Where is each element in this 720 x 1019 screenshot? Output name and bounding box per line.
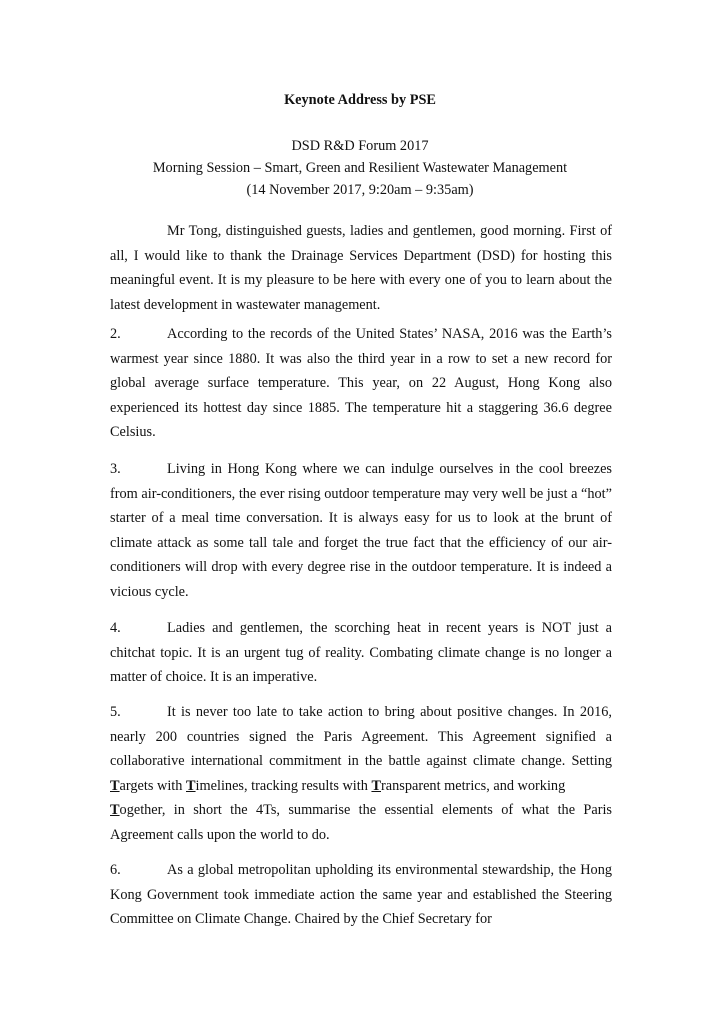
paragraph-1: Mr Tong, distinguished guests, ladies and gentlemen, good morning. First of all, I would like to thank the Drainage Services Department (DSD) for hosting this meaningful event. It is my pleasure to be here with every one of you to learn about the latest development in wastewater management. — [110, 223, 612, 313]
paragraph-text: Ladies and gentlemen, the scorching heat in recent years is NOT just a chitchat topic. It is an urgent tug of reality. Combating climate change is no longer a matter of choice. It is an imperative. — [110, 620, 612, 685]
emphasis-t: T — [110, 777, 120, 794]
session-datetime: (14 November 2017, 9:20am – 9:35am) — [246, 182, 474, 198]
paragraph-5 — [110, 700, 612, 847]
paragraph-text: As a global metropolitan upholding its environmental stewardship, the Hong Kong Government took immediate action the same year and established the Steering Committee on Climate Change. Chaired by the Chief Secretary for — [110, 862, 612, 927]
paragraph-text: ogether, in short the 4Ts, summarise the essential elements of what the Paris Agreement calls upon the world to do. — [110, 802, 612, 843]
paragraph-number: 6. — [110, 862, 121, 878]
paragraph-number: 2. — [110, 326, 121, 342]
event-name: DSD R&D Forum 2017 — [291, 138, 429, 154]
paragraph-2 — [110, 322, 612, 445]
paragraph-text: imelines, tracking results with — [195, 777, 372, 794]
emphasis-t: T — [186, 777, 196, 794]
speech-title: Keynote Address by PSE — [284, 92, 436, 108]
session-name: Morning Session – Smart, Green and Resilient Wastewater Management — [152, 160, 568, 176]
paragraph-3 — [110, 457, 612, 604]
paragraph-4 — [110, 616, 612, 690]
paragraph-number: 3. — [110, 461, 121, 477]
paragraph-text: It is never too late to take action to bring about positive changes. In 2016, nearly 200 countries signed the Paris Agreement. This Agreement signified a collaborative international commitment in the battle against climate change. Setting — [110, 704, 612, 769]
paragraph-text: ransparent metrics, and working — [381, 777, 566, 794]
paragraph-number: 5. — [110, 704, 121, 720]
paragraph-text: Living in Hong Kong where we can indulge ourselves in the cool breezes from air-conditioners, the ever rising outdoor temperature may very well be just a “hot” starter of a meal time conversation. It is always easy for us to look at the brunt of climate attack as some tall tale and forget the true fact that the efficiency of our air-conditioners will drop with every degree rise in the outdoor temperature. It is indeed a vicious cycle. — [110, 461, 612, 600]
paragraph-text: argets with — [119, 777, 186, 794]
paragraph-text: According to the records of the United States’ NASA, 2016 was the Earth’s warmest year since 1880. It was also the third year in a row to set a new record for global average surface temperature. This year, on 22 August, Hong Kong also experienced its hottest day since 1885. The temperature hit a staggering 36.6 degree Celsius. — [110, 326, 612, 440]
paragraph-6 — [110, 858, 612, 932]
paragraph-number: 4. — [110, 620, 121, 636]
emphasis-t: T — [110, 802, 120, 818]
emphasis-t: T — [371, 777, 381, 794]
